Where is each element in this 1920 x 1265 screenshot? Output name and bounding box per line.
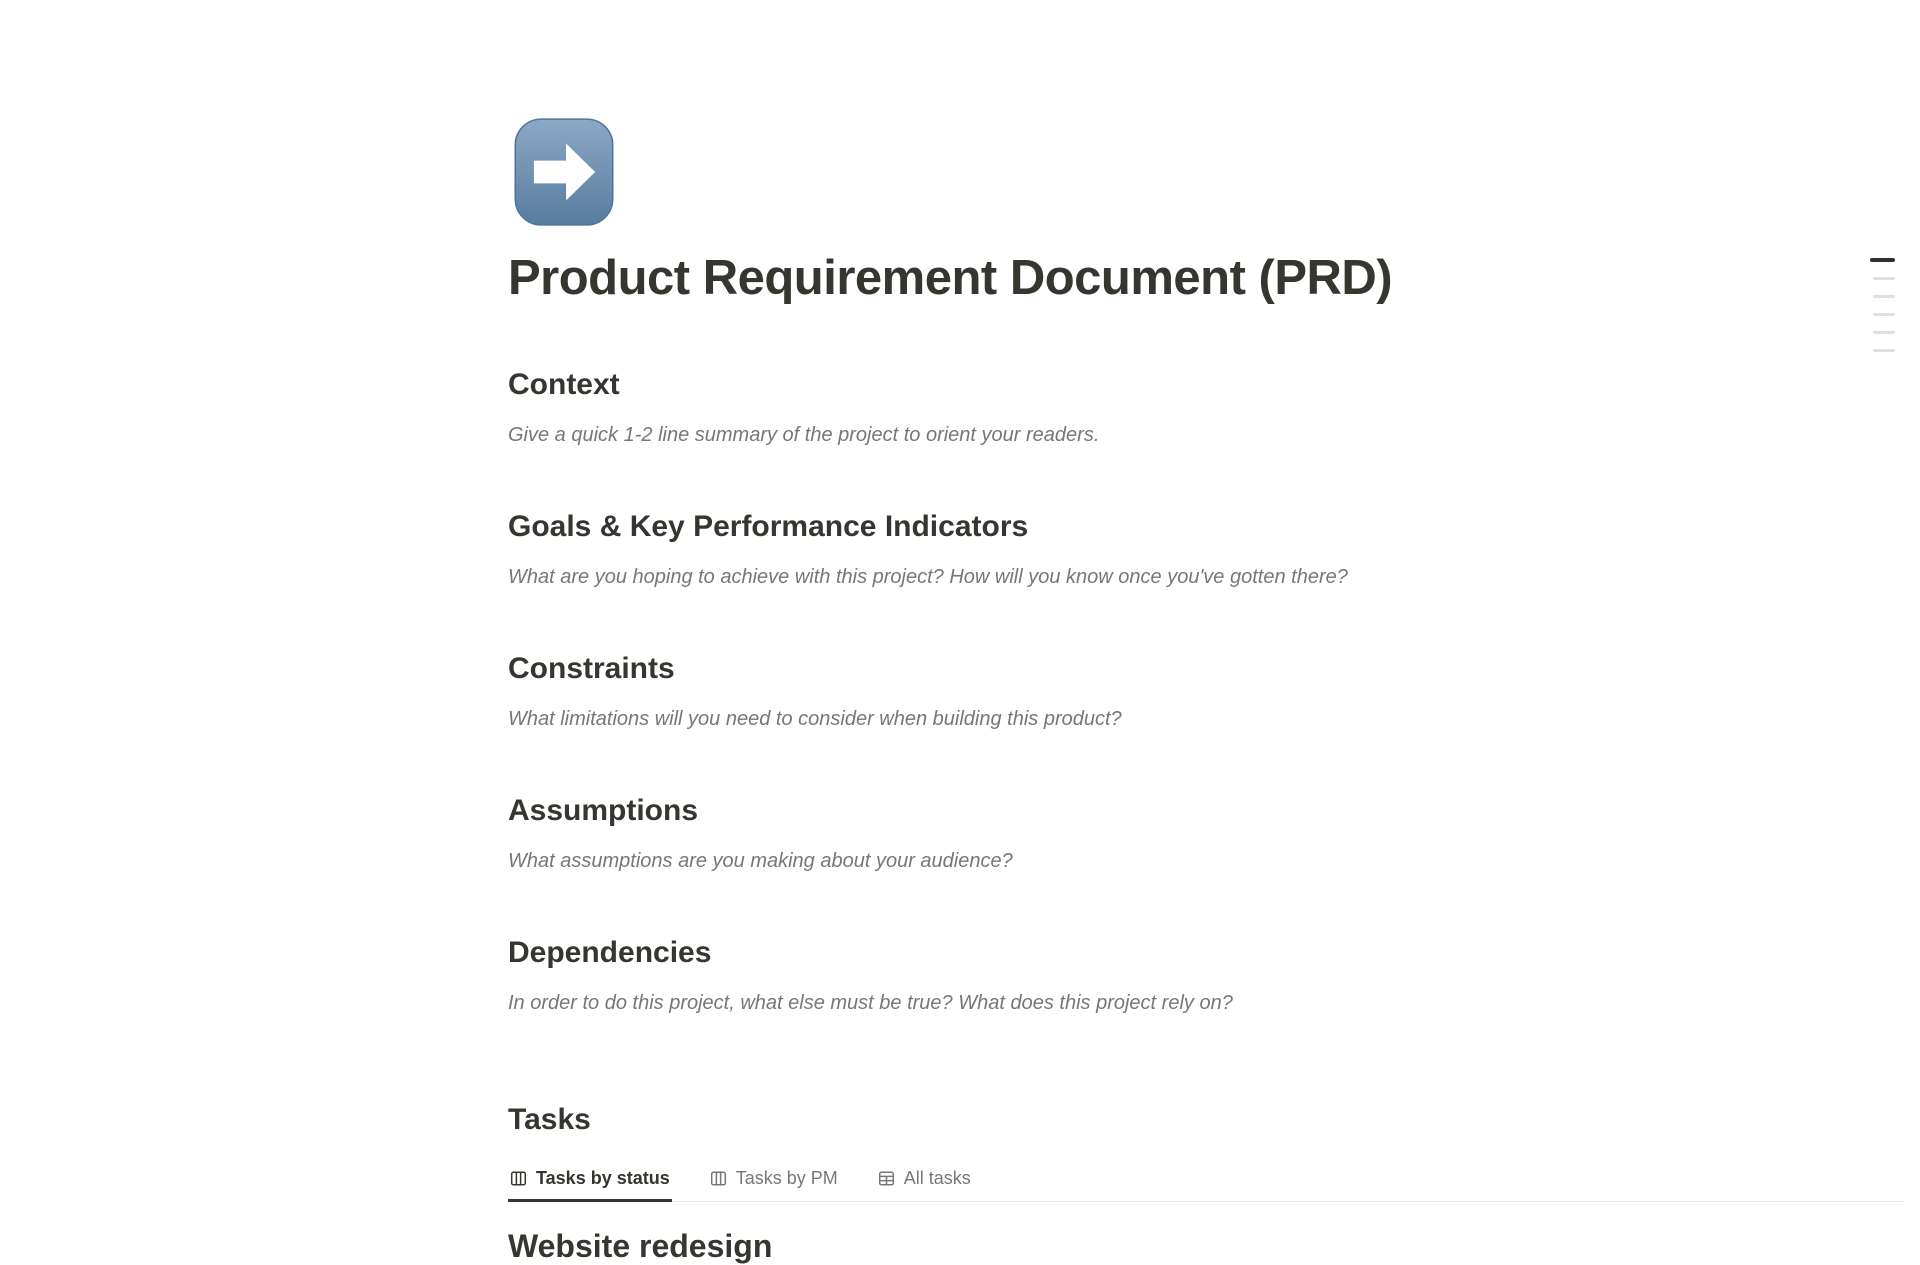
section-placeholder-text[interactable]: Give a quick 1-2 line summary of the project to orient your readers. (508, 423, 1100, 446)
section-heading[interactable]: Goals & Key Performance Indicators (508, 509, 1029, 543)
page-content (508, 0, 1420, 1265)
section-goals (508, 507, 1420, 593)
section-context (508, 365, 1420, 451)
page-emoji-icon[interactable] (508, 116, 620, 228)
section-heading[interactable]: Dependencies (508, 935, 712, 969)
tab-tasks-by-pm[interactable] (708, 1168, 840, 1202)
tab-label: All tasks (903, 1167, 971, 1188)
section-heading[interactable]: Constraints (508, 651, 675, 685)
table-view-icon (878, 1170, 895, 1187)
page-outline (1870, 258, 1895, 352)
outline-mark[interactable] (1873, 295, 1895, 298)
section-assumptions (508, 791, 1420, 877)
section-placeholder-text[interactable]: What are you hoping to achieve with this project? How will you know once you've gotten there? (508, 565, 1348, 588)
tab-all-tasks[interactable] (876, 1168, 973, 1202)
section-heading[interactable]: Assumptions (508, 793, 699, 827)
board-view-icon (710, 1170, 727, 1187)
section-dependencies (508, 933, 1420, 1019)
section-placeholder-text[interactable]: What limitations will you need to consider when building this product? (508, 707, 1122, 730)
outline-mark[interactable] (1873, 277, 1895, 280)
tab-tasks-by-status[interactable] (508, 1168, 672, 1202)
outline-mark[interactable] (1873, 349, 1895, 352)
tab-label: Tasks by status (536, 1167, 670, 1188)
database-view-tabs (508, 1167, 1905, 1202)
section-placeholder-text[interactable]: In order to do this project, what else must be true? What does this project rely on? (508, 991, 1233, 1014)
right-arrow-emoji-icon (508, 116, 620, 228)
board-view-icon (510, 1170, 527, 1187)
outline-mark[interactable] (1873, 331, 1895, 334)
outline-mark[interactable] (1870, 258, 1895, 262)
section-heading[interactable]: Context (508, 367, 620, 401)
tasks-heading[interactable]: Tasks (508, 1102, 591, 1136)
tab-label: Tasks by PM (735, 1167, 838, 1188)
database-group-title[interactable]: Website redesign (508, 1227, 773, 1264)
page-title[interactable]: Product Requirement Document (PRD) (508, 251, 1393, 305)
outline-mark[interactable] (1873, 313, 1895, 316)
section-placeholder-text[interactable]: What assumptions are you making about your audience? (508, 849, 1013, 872)
tasks-database-block (508, 1103, 1420, 1265)
section-constraints (508, 649, 1420, 735)
